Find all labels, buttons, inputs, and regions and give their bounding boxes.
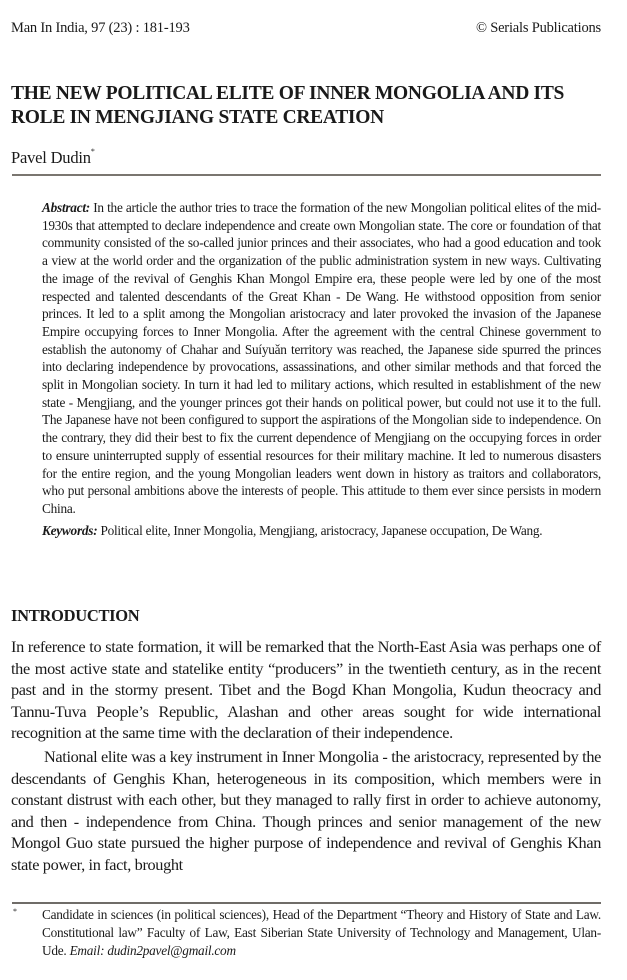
header-divider — [12, 174, 601, 176]
running-header — [11, 20, 601, 37]
introduction-body — [11, 636, 601, 876]
abstract-text: In the article the author tries to trace the formation of the new Mongolian political elites of the mid-1930s that attempted to declare independence and create own Mongolian state. The core or foundation of that community consisted of the so-called junior princes and their associates, who had a good education and took a view at the world order and the organization of the public administration system in new ways. Cultivating the image of the revival of Genghis Khan Mongol Empire era, these people were led by one of the most respected and talented descendants of the Great Khan - De Wang. He withstood opposition from senior princes. It led to a split among the Mongolian aristocracy and later provoked the invasion of the Japanese Empire occupying forces to Inner Mongolia. After the agreement with the central Chinese government to establish the autonomy of Chahar and Suíyuǎn territory was reached, the Japanese side spurred the princes into declaring independence by provocations, assassinations, and other similar methods and that forced the split in Mongolian society. In turn it had led to military actions, which resulted in establishment of the new state - Mengjiang, and the younger princes got their hands on political power, but could not use it to the full. The Japanese have not been configured to support the aspirations of the Mongolian side to independence. On the contrary, they did their best to fix the current dependence of Mengjiang on the occupying forces in order to ensure uninterrupted supply of essential resources for their military machine. It led to numerous disasters for the entire region, and the young Mongolian leaders went down in history as traitors and collaborators, who put personal ambitions above the interests of people. This attitude to them ever since persists in modern China. — [42, 200, 601, 516]
author-name: Pavel Dudin — [11, 148, 91, 167]
article-title: THE NEW POLITICAL ELITE OF INNER MONGOLIA AND ITS ROLE IN MENGJIANG STATE CREATION — [11, 83, 565, 128]
author-footnote-mark: * — [90, 146, 95, 156]
body-paragraph: In reference to state formation, it will be remarked that the North-East Asia was perhaps one of the most active state and statelike entity “producers” in the twentieth century, as in the recent past and in the stormy present. Tibet and the Bogd Khan Mongolia, Kudun theocracy and Tannu-Tuva People’s Republic, Alashan and other areas sought for wide international recognition at the same time with the declaration of their independence. — [11, 637, 601, 743]
footnote-mark: * — [13, 907, 17, 916]
section-heading-introduction: INTRODUCTION — [11, 606, 140, 625]
publisher-credit: © Serials Publications — [475, 20, 601, 36]
author-line — [11, 148, 95, 168]
keywords-label: Keywords: — [42, 522, 98, 538]
body-paragraph: National elite was a key instrument in Inner Mongolia - the aristocracy, represented by the descendants of Genghis Khan, heterogeneous in its composition, which members were in constant distrust with each other, but they managed to rally first in order to achieve autonomy, and then - independence from China. Though princes and senior management of the new Mongol Guo state pursued the higher purpose of independence and revival of Genghis Khan state power, in fact, brought — [11, 746, 601, 874]
keywords-paragraph — [42, 522, 601, 540]
footnote-text-block — [42, 906, 601, 959]
abstract-block — [42, 199, 601, 539]
footnote — [11, 906, 601, 959]
abstract-label: Abstract: — [42, 200, 90, 215]
footnote-divider — [12, 902, 601, 904]
footnote-text: Candidate in sciences (in political sciences), Head of the Department “Theory and History of State and Law. Constitutional law” Faculty of Law, East Siberian State University of Technology and Management, Ulan-Ude. — [42, 907, 601, 958]
keywords-text: Political elite, Inner Mongolia, Mengjiang, aristocracy, Japanese occupation, De Wang. — [97, 522, 543, 538]
abstract-paragraph — [42, 199, 601, 518]
journal-citation: Man In India, 97 (23) : 181-193 — [11, 20, 190, 36]
author-email: Email: dudin2pavel@gmail.com — [69, 942, 236, 958]
